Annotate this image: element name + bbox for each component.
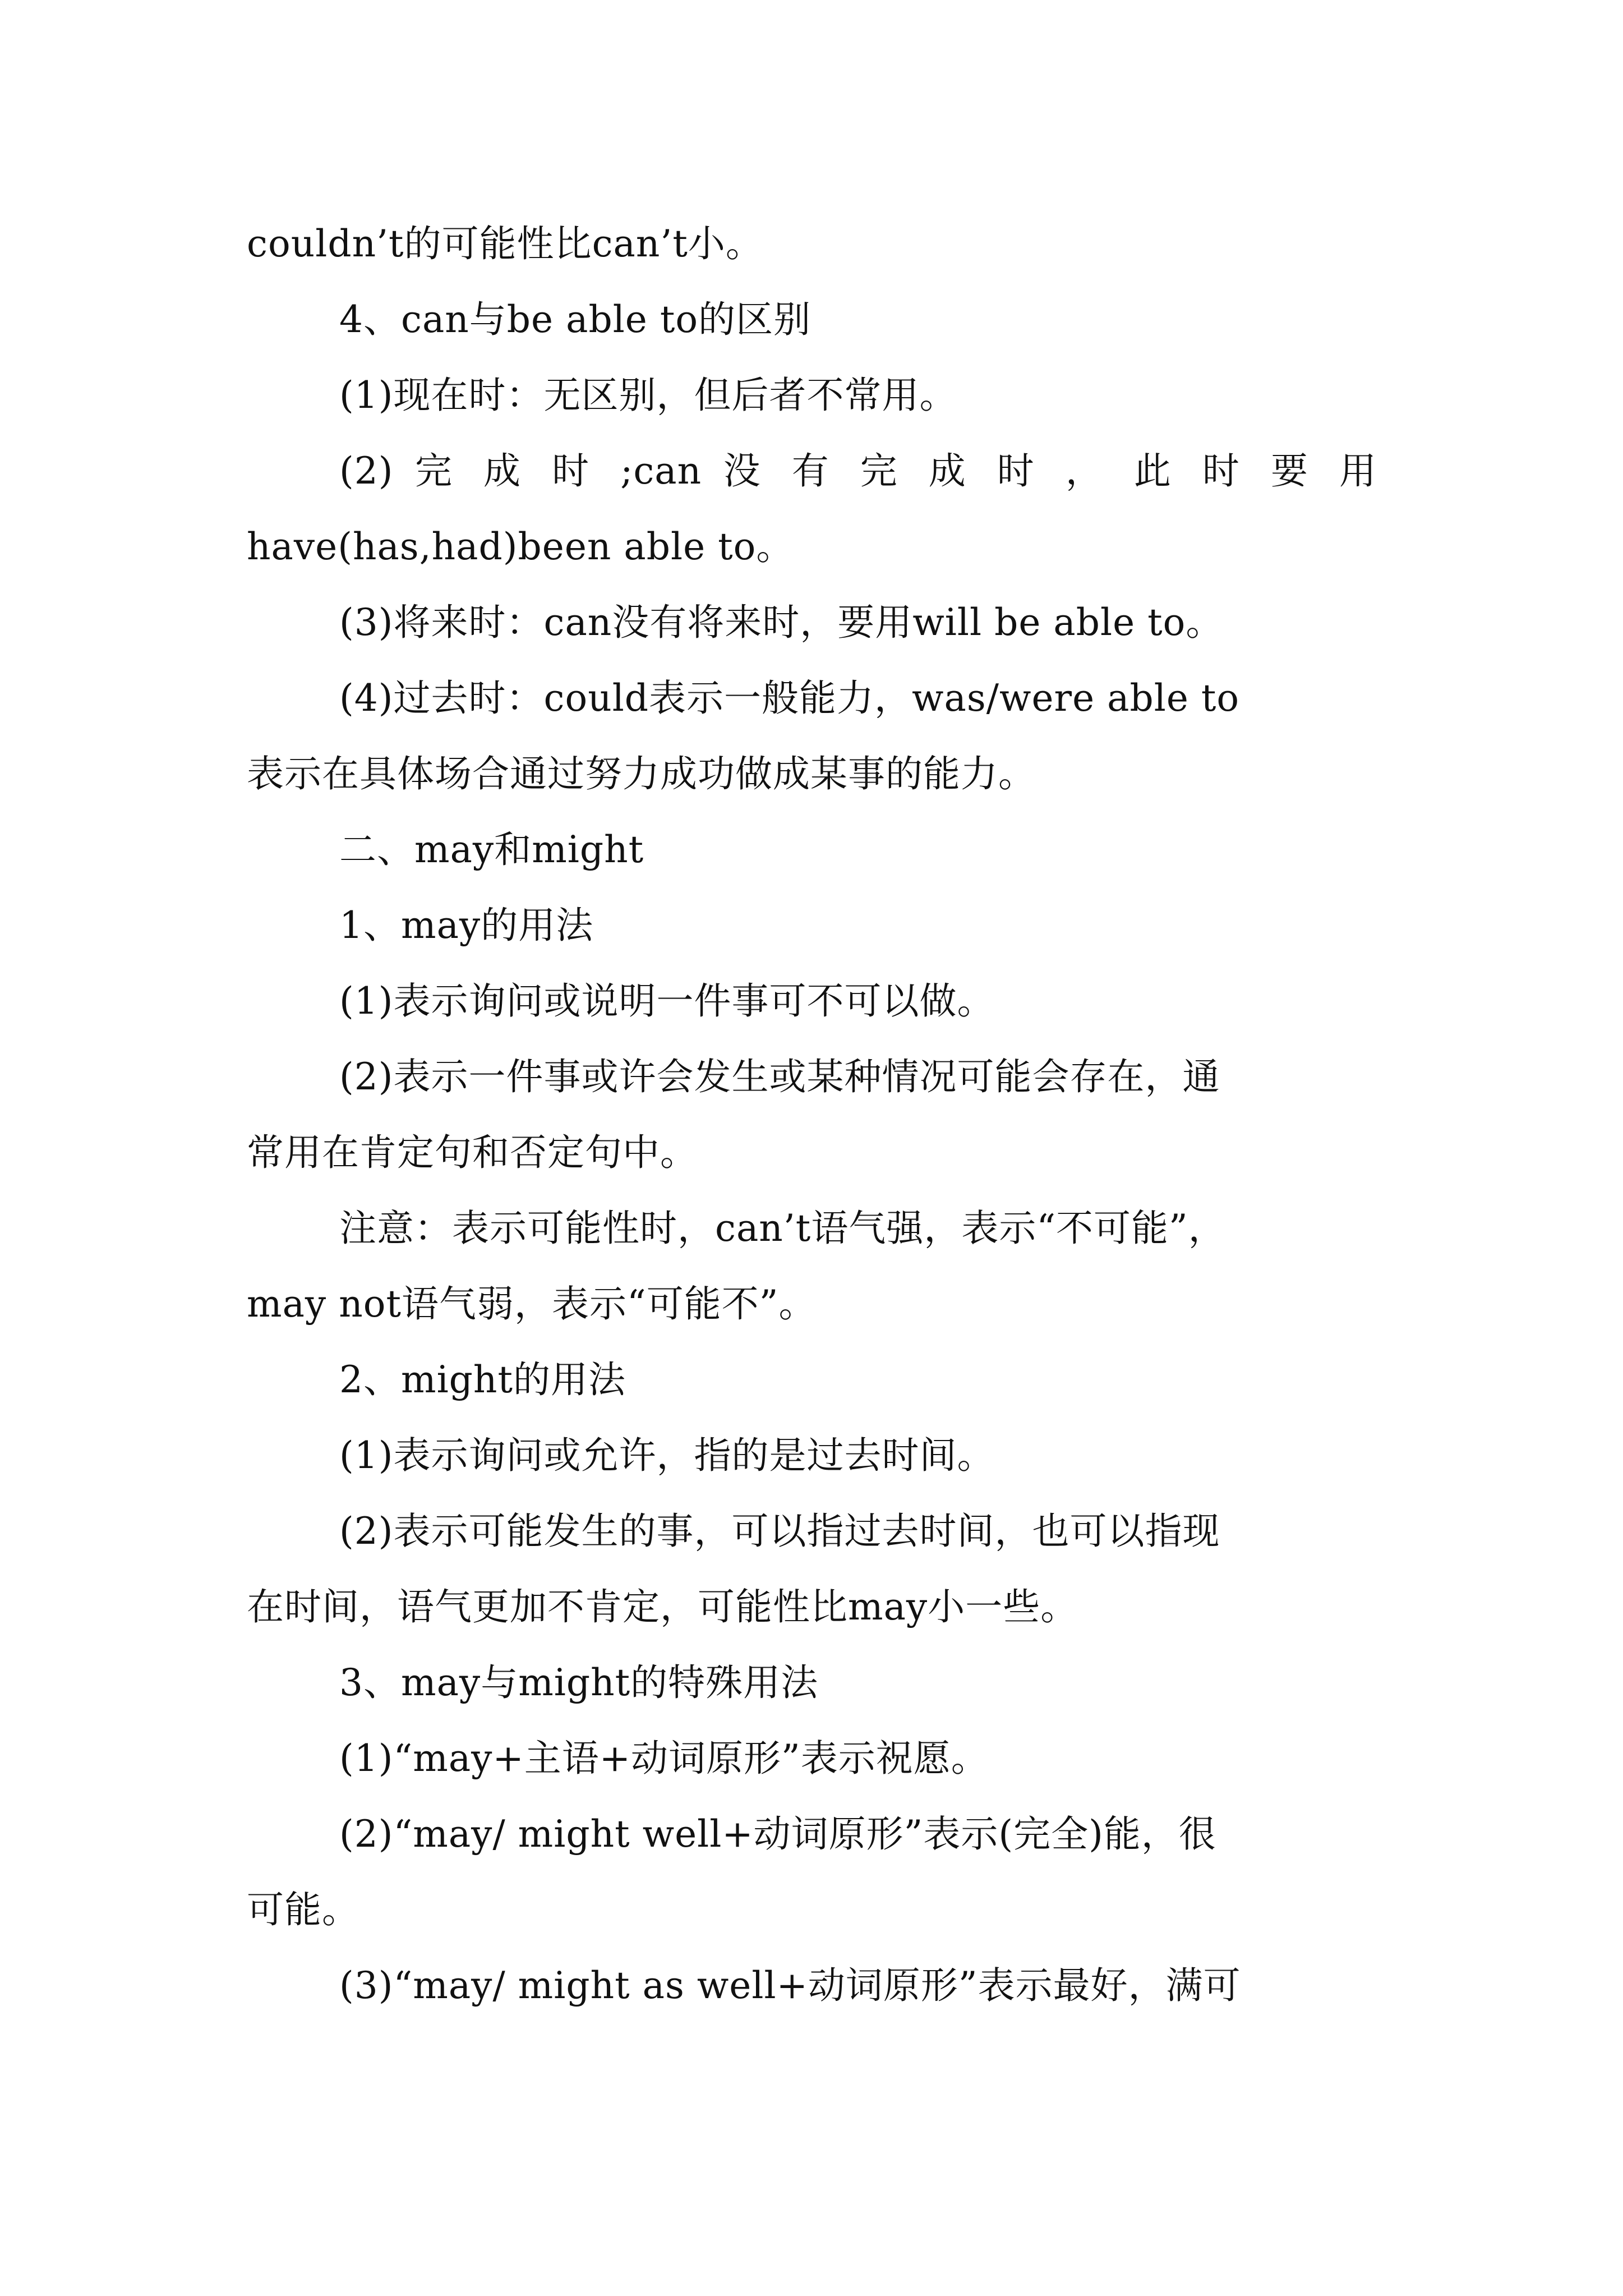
text-line: (1)“may+主语+动词原形”表示祝愿。 [339, 1737, 989, 1780]
text-line: couldn’t的可能性比can’t小。 [247, 222, 763, 265]
section-heading: 2、might的用法 [339, 1358, 626, 1401]
text-line: 可能。 [247, 1888, 359, 1931]
text-line: 常用在肯定句和否定句中。 [247, 1131, 698, 1174]
text-line: (2)“may/ might well+动词原形”表示(完全)能，很 [339, 1812, 1216, 1856]
text-line: 表示在具体场合通过努力成功做成某事的能力。 [247, 752, 1036, 795]
text-line: (3)将来时：can没有将来时，要用will be able to。 [339, 601, 1224, 644]
text-line: (2)表示可能发生的事，可以指过去时间，也可以指现 [339, 1510, 1220, 1553]
text-line: (1)表示询问或允许，指的是过去时间。 [339, 1434, 995, 1477]
text-line: (4)过去时：could表示一般能力，was/were able to [339, 677, 1240, 720]
text-line: 在时间，语气更加不肯定，可能性比may小一些。 [247, 1585, 1078, 1628]
section-heading: 4、can与be able to的区别 [339, 298, 811, 341]
note-line: may not语气弱，表示“可能不”。 [247, 1282, 817, 1326]
text-line: (2) 完 成 时 ;can 没 有 完 成 时 ， 此 时 要 用 [339, 449, 1377, 493]
text-line: have(has,had)been able to。 [247, 525, 794, 568]
section-heading: 1、may的用法 [339, 904, 594, 947]
note-line: 注意：表示可能性时，can’t语气强，表示“不可能”， [339, 1207, 1226, 1250]
section-heading: 二、may和might [339, 828, 644, 871]
text-line: (1)表示询问或说明一件事可不可以做。 [339, 979, 995, 1023]
section-heading: 3、may与might的特殊用法 [339, 1661, 819, 1704]
text-line: (3)“may/ might as well+动词原形”表示最好，满可 [339, 1964, 1241, 2007]
text-line: (1)现在时：无区别，但后者不常用。 [339, 374, 957, 417]
text-line: (2)表示一件事或许会发生或某种情况可能会存在，通 [339, 1055, 1220, 1098]
